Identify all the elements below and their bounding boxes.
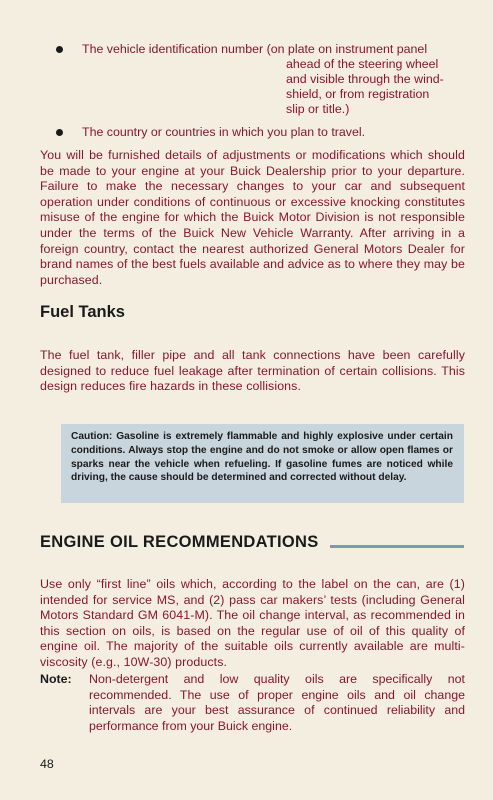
bullet-line: and visible through the wind- [286,72,444,86]
bullet-line: The vehicle identification number (on plate on instrument panel [82,42,428,56]
bullet-line: shield, or from registration [286,87,430,101]
caution-text: Caution: Gasoline is extremely flammable and highly explosive under certain conditions. Always stop the engine and do not smoke or allow open flames or sparks near the vehicle when refueling. If gasoline fumes are noticed while driving, the cause should be determined and corrected without delay. [71,431,453,484]
section-heading-fuel-tanks: Fuel Tanks [40,303,125,321]
bullet-line: ahead of the steering wheel [286,57,439,71]
fuel-tanks-paragraph: The fuel tank, filler pipe and all tank connections have been carefully designed to reduce fuel leakage after termination of certain collisions. This design reduces fire hazards in these collisions. [40,348,465,394]
section-heading-engine-oil: ENGINE OIL RECOMMENDATIONS [40,533,319,551]
bullet-line: slip or title.) [286,102,350,116]
page-number: 48 [40,757,54,771]
bullet-dot-icon [56,129,63,136]
caution-box [61,424,464,503]
bullet-dot-icon [56,46,63,53]
bullet-line: The country or countries in which you plan to travel. [82,125,366,139]
engine-oil-paragraph: Use only “first line” oils which, according to the label on the can, are (1) intended for service MS, and (2) pass car makers’ tests (including General Motors Standard GM 6041-M). The oil change interval, as recommended in this section on oils, is based on the regular use of oil of this quality of engine oil. The majority of the suitable oils currently available are multi-viscosity (e.g., 10W-30) products. [40,577,465,669]
intro-paragraph: You will be furnished details of adjustments or modifications which should be made to your engine at your Buick Dealership prior to your departure. Failure to make the necessary changes to your car and subsequent operation under conditions of continuous or excessive knocking constitutes misuse of the engine for which the Buick Motor Division is not responsible under the terms of the Buick New Vehicle Warranty. After arriving in a foreign country, contact the nearest authorized General Motors Dealer for brand names of the best fuels available and advice as to where they may be purchased. [40,148,465,287]
note-text: Non-detergent and low quality oils are specifically not recommended. The use of proper engine oils and oil change intervals are your best assurance of continued reliability and performance from your Buick engine. [89,672,465,733]
heading-rule [330,545,464,548]
note-label: Note: [40,672,72,686]
